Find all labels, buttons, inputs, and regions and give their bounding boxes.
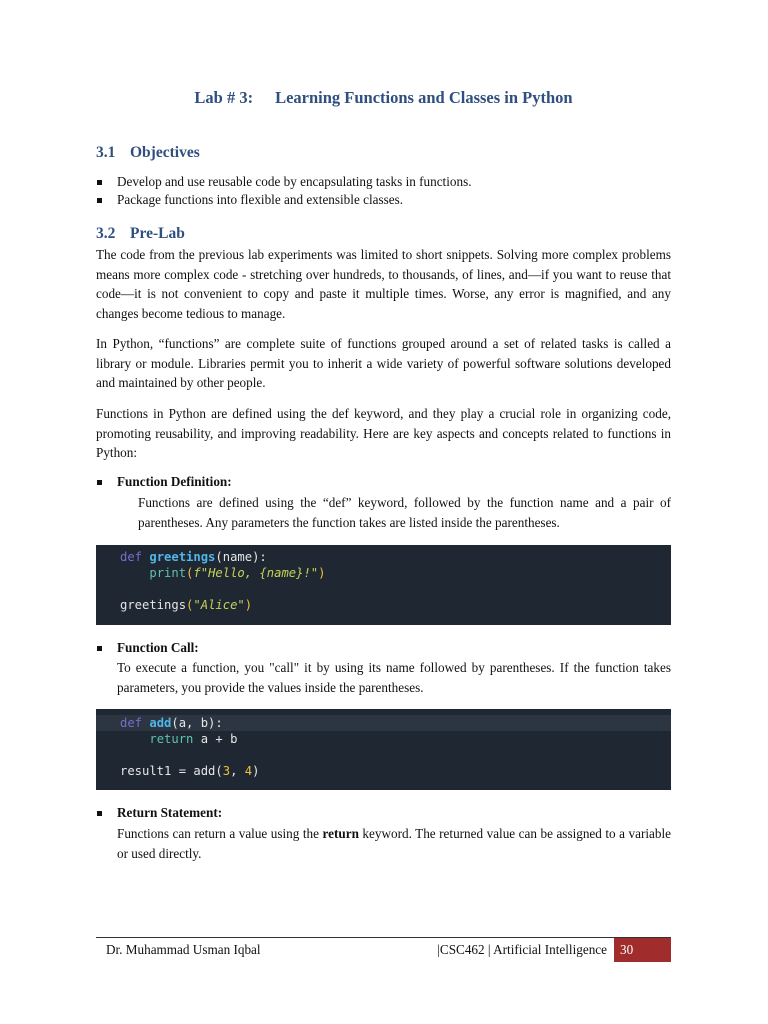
paragraph: Functions in Python are defined using the def keyword, and they play a crucial role in organizing code, promoting reusability, and improving readability. Here are key aspects and concepts related to functions in Python: — [96, 406, 671, 460]
lab-title-text: Learning Functions and Classes in Python — [275, 88, 573, 107]
list-item: Package functions into flexible and extensible classes. — [96, 191, 671, 209]
code-line: def add(a, b): — [120, 716, 223, 730]
paragraph: The code from the previous lab experiments was limited to short snippets. Solving more complex problems means more complex code - stretching over hundreds, to thousands, of lines, and—if you want to reuse that code—it is not convenient to copy and paste it multiple times. Worse, any error is magnified, and any changes become tedious to manage. — [96, 247, 671, 321]
return-statement-text: Functions can return a value using the return keyword. The returned value can be assigned to a variable or used directly. — [117, 826, 671, 861]
code-line: return a + b — [149, 732, 238, 746]
code-line: print(f"Hello, {name}!") — [149, 566, 326, 580]
paragraph: In Python, “functions” are complete suite of functions grouped around a set of related tasks is called a library or module. Libraries permit you to inherit a wide variety of powerful software solutions developed and maintained by other people. — [96, 336, 671, 390]
function-definition-text: Functions are defined using the “def” keyword, followed by the function name and a pair of parentheses. Any parameters the function takes are listed inside the parentheses. — [138, 495, 671, 530]
objectives-list — [96, 173, 671, 209]
function-call-text: To execute a function, you "call" it by using its name followed by parentheses. If the function takes parameters, you provide the values inside the parentheses. — [117, 660, 671, 695]
code-line: result1 = add(3, 4) — [120, 764, 260, 778]
function-definition-label: Function Definition: — [96, 474, 232, 490]
section-number: 3.1 — [96, 144, 116, 161]
list-item: Develop and use reusable code by encapsulating tasks in functions. — [96, 173, 671, 191]
footer-author: Dr. Muhammad Usman Iqbal — [106, 942, 261, 957]
code-line: greetings("Alice") — [120, 598, 253, 612]
lab-title — [96, 88, 671, 108]
section-heading-objectives — [96, 144, 200, 162]
section-title: Objectives — [130, 144, 200, 161]
footer-course: |CSC462 | Artificial Intelligence — [437, 942, 607, 957]
code-block-greetings — [96, 545, 671, 625]
section-heading-prelab — [96, 225, 185, 243]
return-statement-label: Return Statement: — [96, 805, 222, 821]
code-line: def greetings(name): — [120, 550, 267, 564]
code-block-add — [96, 709, 671, 790]
function-call-label: Function Call: — [96, 640, 199, 656]
lab-number: Lab # 3: — [194, 88, 254, 107]
footer-divider — [96, 937, 671, 938]
section-title: Pre-Lab — [130, 225, 185, 242]
page-number-badge: 30 — [614, 938, 671, 962]
section-number: 3.2 — [96, 225, 116, 242]
